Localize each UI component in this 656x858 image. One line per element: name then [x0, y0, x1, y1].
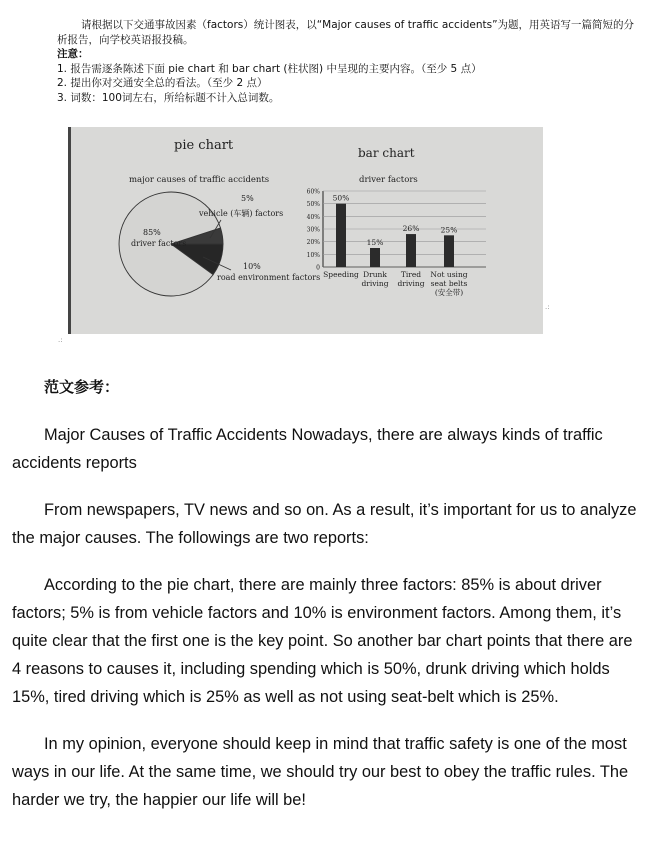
requirement-3: 3. 词数：100词左右，所给标题不计入总词数。 — [57, 91, 280, 104]
bar-chart-subtitle: driver factors — [359, 175, 418, 185]
sample-essay — [12, 421, 644, 833]
pie-label-road-pct: 10% — [243, 262, 261, 271]
requirement-2: 2. 提出你对交通安全总的看法。（至少 2 点） — [57, 77, 268, 89]
task-prompt — [57, 18, 637, 105]
bar-y-tick-label: 20% — [306, 239, 320, 247]
requirement-1: 1. 报告需逐条陈述下面 pie chart 和 bar chart (柱状图) 中呈现的主要内容。（至少 5 点） — [57, 62, 482, 75]
pie-chart-title: pie chart — [174, 138, 234, 153]
bar-4 — [444, 235, 454, 267]
bar-y-tick-label: 60% — [306, 188, 320, 196]
bar-category-label: Speeding — [323, 270, 359, 279]
pie-label-vehicle: vehicle (车辆) factors — [199, 209, 284, 218]
pie-label-vehicle-pct: 5% — [241, 194, 254, 203]
pie-label-driver: driver factors — [131, 239, 187, 248]
bar-y-tick-label: 50% — [306, 201, 320, 209]
note-label: 注意： — [57, 48, 89, 60]
bar-1 — [336, 204, 346, 267]
bar-y-tick-label: 40% — [306, 213, 320, 221]
bar-2 — [370, 248, 380, 267]
sample-heading: 范文参考： — [44, 378, 120, 396]
bar-category-label: Drunk driving — [361, 270, 389, 288]
bar-3 — [406, 234, 416, 267]
bar-category-label: Tired driving — [397, 270, 425, 288]
bar-value-label: 25% — [440, 225, 458, 235]
pie-chart-subtitle: major causes of traffic accidents — [129, 175, 270, 185]
bar-y-tick-label: 30% — [306, 226, 320, 234]
bar-chart — [307, 189, 486, 298]
bar-value-label: 26% — [402, 224, 420, 234]
essay-paragraph-2: From newspapers, TV news and so on. As a result, it’s important for us to analyze the major causes. The followings are two reports: — [12, 501, 637, 547]
bar-value-label: 50% — [332, 193, 350, 203]
essay-paragraph-1: Major Causes of Traffic Accidents Nowadays, there are always kinds of traffic accidents reports — [12, 426, 603, 472]
bar-category-label: Not using seat belts (安全带) — [430, 270, 468, 297]
task-intro: 请根据以下交通事故因素（factors）统计图表，以“Major causes of traffic accidents”为题，用英语写一篇简短的分析报告，向学校英语报投稿。 — [57, 19, 635, 46]
bar-chart-title: bar chart — [358, 146, 415, 160]
essay-paragraph-4: In my opinion, everyone should keep in mind that traffic safety is one of the most ways in our life. At the same time, we should try our best to obey the traffic rules. The harder we try, the happier our life will be! — [12, 735, 629, 809]
pie-label-road: road environment factors — [217, 273, 321, 282]
essay-paragraph-3: According to the pie chart, there are mainly three factors: 85% is about driver factors; 5% is from vehicle factors and 10% is environment factors. Among them, it’s quite clear that the first one is the key point. So another bar chart points that there are 4 reasons to causes it, including spending which is 50%, drunk driving which holds 15%, tired driving which is 25% as well as not using seat-belt which is 25%. — [12, 576, 633, 706]
bar-value-label: 15% — [366, 238, 384, 247]
charts-photo: pie chart major causes of traffic accidents 85% driver factors 5% vehicle (车辆) factors 10% road environment factors bar chart driver factors 0 10% 20% 30% 40% 50% 60% 50% 15% 26% 25% Speeding Drunk driving Tired driving Not using seat belts (安全带) .: — [68, 127, 543, 334]
pie-label-driver-pct: 85% — [143, 228, 161, 237]
bar-y-tick-label: 0 — [316, 264, 320, 272]
bar-y-tick-label: 10% — [306, 251, 320, 259]
